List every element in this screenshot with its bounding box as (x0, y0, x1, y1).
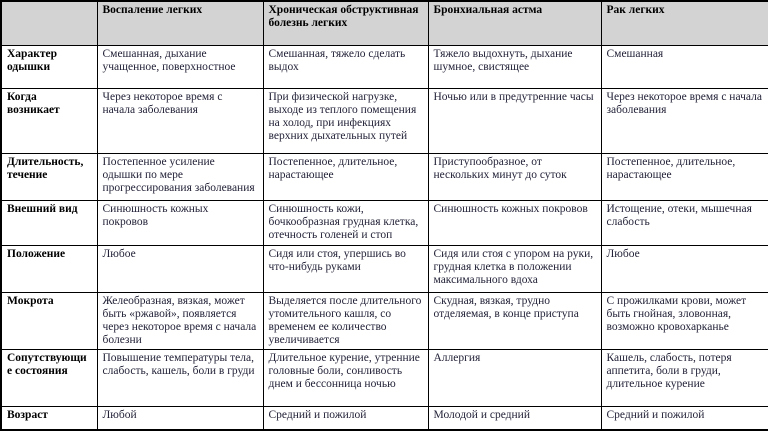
table-cell: Приступообразное, от нескольких минут до суток (428, 153, 601, 200)
table-cell: Синюшность кожных покровов (428, 200, 601, 245)
table-cell: Выделяется после длительного утомительного кашля, со временем ее количество увеличивается (263, 292, 428, 349)
table-cell: Постепенное, длительное, нарастающее (263, 153, 428, 200)
table-cell: Ночью или в предутренние часы (428, 88, 601, 153)
table-cell: Смешанная (601, 45, 768, 88)
table-cell: Через некоторое время с начала заболевания (601, 88, 768, 153)
table-cell: Скудная, вязкая, трудно отделяемая, в конце приступа (428, 292, 601, 349)
column-header-lung-cancer: Рак легких (601, 1, 768, 45)
table-cell: Повышение температуры тела, слабость, кашель, боли в груди (97, 349, 263, 406)
table-cell: С прожилками крови, может быть гнойная, зловонная, возможно кровохарканье (601, 292, 768, 349)
table-row (1, 349, 768, 406)
table-cell: Средний и пожилой (601, 406, 768, 430)
row-label: Возраст (1, 406, 97, 430)
table-row (1, 88, 768, 153)
column-header-empty (1, 1, 97, 45)
table-cell: Смешанная, тяжело сделать выдох (263, 45, 428, 88)
table-row (1, 245, 768, 292)
row-label: Когда возникает (1, 88, 97, 153)
row-label: Положение (1, 245, 97, 292)
table-cell: Синюшность кожи, бочкообразная грудная клетка, отечность голеней и стоп (263, 200, 428, 245)
header-row (1, 1, 768, 45)
table-cell: Сидя или стоя, упершись во что-нибудь руками (263, 245, 428, 292)
column-header-asthma: Бронхиальная астма (428, 1, 601, 45)
table-cell: Постепенное усиление одышки по мере прогрессирования заболевания (97, 153, 263, 200)
table-cell: Любое (601, 245, 768, 292)
row-label: Длительность, течение (1, 153, 97, 200)
table-row (1, 200, 768, 245)
table-cell: Длительное курение, утренние головные боли, сонливость днем и бессонница ночью (263, 349, 428, 406)
table-cell: Тяжело выдохнуть, дыхание шумное, свистящее (428, 45, 601, 88)
row-label: Характер одышки (1, 45, 97, 88)
row-label: Сопутствующие состояния (1, 349, 97, 406)
table-cell: Любой (97, 406, 263, 430)
table-cell: Средний и пожилой (263, 406, 428, 430)
table-row (1, 153, 768, 200)
table-cell: Желеобразная, вязкая, может быть «ржавой», появляется через некоторое время с начала болезни (97, 292, 263, 349)
table-cell: Синюшность кожных покровов (97, 200, 263, 245)
table-cell: Молодой и средний (428, 406, 601, 430)
table-cell: Истощение, отеки, мышечная слабость (601, 200, 768, 245)
table-row (1, 406, 768, 430)
row-label: Внешний вид (1, 200, 97, 245)
table-cell: Смешанная, дыхание учащенное, поверхностное (97, 45, 263, 88)
column-header-copd: Хроническая обструктивная болезнь легких (263, 1, 428, 45)
row-label: Мокрота (1, 292, 97, 349)
table-row (1, 292, 768, 349)
table-cell: Постепенное, длительное, нарастающее (601, 153, 768, 200)
column-header-pneumonia: Воспаление легких (97, 1, 263, 45)
table-cell: Через некоторое время с начала заболевания (97, 88, 263, 153)
table-row (1, 45, 768, 88)
table-cell: Аллергия (428, 349, 601, 406)
table-cell: Сидя или стоя с упором на руки, грудная клетка в положении максимального вдоха (428, 245, 601, 292)
table-cell: При физической нагрузке, выходе из теплого помещения на холод, при инфекциях верхних дыхательных путей (263, 88, 428, 153)
table-cell: Любое (97, 245, 263, 292)
table-cell: Кашель, слабость, потеря аппетита, боли в груди, длительное курение (601, 349, 768, 406)
